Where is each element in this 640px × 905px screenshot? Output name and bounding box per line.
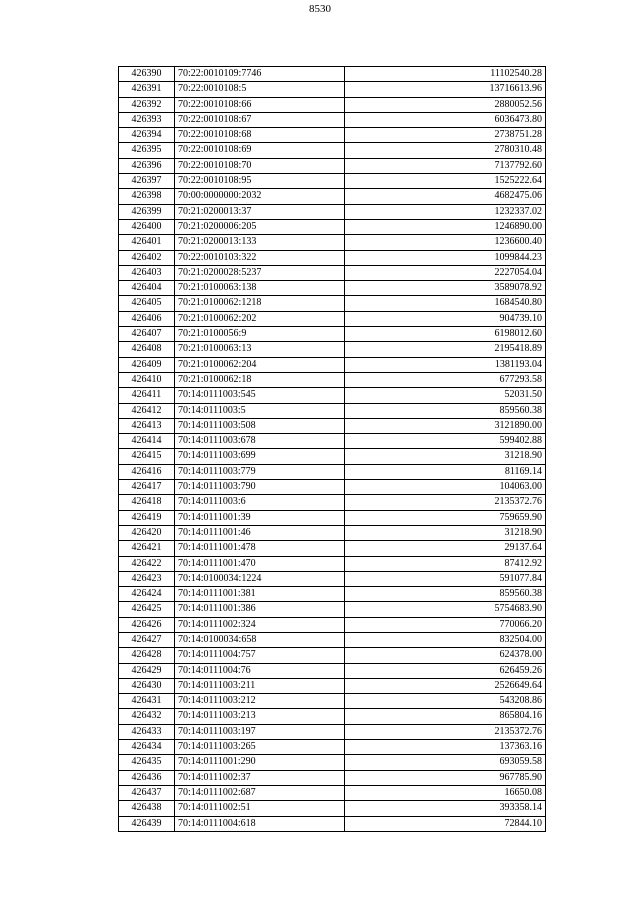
record-number-cell: 426431 <box>119 694 175 709</box>
cadastral-number-cell: 70:14:0111001:381 <box>175 587 345 602</box>
cadastral-number-cell: 70:14:0111002:51 <box>175 801 345 816</box>
cadastral-value-cell: 6198012.60 <box>345 327 546 342</box>
cadastral-number-cell: 70:22:0010108:5 <box>175 82 345 97</box>
record-number-cell: 426392 <box>119 97 175 112</box>
table-row <box>119 112 546 127</box>
cadastral-value-cell: 72844.10 <box>345 816 546 831</box>
cadastral-value-cell: 599402.88 <box>345 434 546 449</box>
cadastral-number-cell: 70:14:0111002:324 <box>175 617 345 632</box>
record-number-cell: 426406 <box>119 311 175 326</box>
cadastral-number-cell: 70:14:0111001:39 <box>175 510 345 525</box>
cadastral-number-cell: 70:14:0111003:213 <box>175 709 345 724</box>
cadastral-number-cell: 70:21:0100056:9 <box>175 327 345 342</box>
cadastral-value-cell: 6036473.80 <box>345 112 546 127</box>
table-row <box>119 648 546 663</box>
cadastral-value-cell: 2880052.56 <box>345 97 546 112</box>
table-row <box>119 678 546 693</box>
record-number-cell: 426429 <box>119 663 175 678</box>
cadastral-number-cell: 70:14:0111001:470 <box>175 556 345 571</box>
cadastral-number-cell: 70:21:0100063:13 <box>175 342 345 357</box>
record-number-cell: 426423 <box>119 571 175 586</box>
record-number-cell: 426414 <box>119 434 175 449</box>
cadastral-value-cell: 626459.26 <box>345 663 546 678</box>
cadastral-number-cell: 70:14:0100034:1224 <box>175 571 345 586</box>
cadastral-number-cell: 70:00:0000000:2032 <box>175 189 345 204</box>
cadastral-number-cell: 70:21:0100062:1218 <box>175 296 345 311</box>
cadastral-value-cell: 1099844.23 <box>345 250 546 265</box>
cadastral-value-cell: 770066.20 <box>345 617 546 632</box>
record-number-cell: 426416 <box>119 464 175 479</box>
record-number-cell: 426432 <box>119 709 175 724</box>
table-row <box>119 219 546 234</box>
record-number-cell: 426430 <box>119 678 175 693</box>
record-number-cell: 426405 <box>119 296 175 311</box>
cadastral-value-cell: 859560.38 <box>345 403 546 418</box>
page-number: 8530 <box>309 3 331 15</box>
table-row <box>119 464 546 479</box>
cadastral-value-cell: 137363.16 <box>345 740 546 755</box>
cadastral-value-cell: 2135372.76 <box>345 724 546 739</box>
table-row <box>119 434 546 449</box>
table-row <box>119 495 546 510</box>
record-number-cell: 426409 <box>119 357 175 372</box>
table-row <box>119 311 546 326</box>
cadastral-number-cell: 70:14:0111003:212 <box>175 694 345 709</box>
record-number-cell: 426395 <box>119 143 175 158</box>
table-row <box>119 281 546 296</box>
table-row <box>119 189 546 204</box>
cadastral-value-cell: 543208.86 <box>345 694 546 709</box>
record-number-cell: 426407 <box>119 327 175 342</box>
table-row <box>119 174 546 189</box>
record-number-cell: 426400 <box>119 219 175 234</box>
cadastral-value-cell: 677293.58 <box>345 372 546 387</box>
table-row <box>119 296 546 311</box>
cadastral-number-cell: 70:21:0200028:5237 <box>175 265 345 280</box>
table-row <box>119 541 546 556</box>
table-row <box>119 67 546 82</box>
registry-table <box>118 66 546 832</box>
cadastral-value-cell: 1381193.04 <box>345 357 546 372</box>
cadastral-number-cell: 70:21:0200013:37 <box>175 204 345 219</box>
cadastral-value-cell: 3121890.00 <box>345 418 546 433</box>
record-number-cell: 426420 <box>119 525 175 540</box>
cadastral-number-cell: 70:14:0111003:6 <box>175 495 345 510</box>
cadastral-number-cell: 70:14:0111003:211 <box>175 678 345 693</box>
record-number-cell: 426439 <box>119 816 175 831</box>
record-number-cell: 426434 <box>119 740 175 755</box>
cadastral-number-cell: 70:14:0111004:76 <box>175 663 345 678</box>
record-number-cell: 426413 <box>119 418 175 433</box>
cadastral-value-cell: 832504.00 <box>345 632 546 647</box>
cadastral-number-cell: 70:14:0111003:545 <box>175 388 345 403</box>
cadastral-value-cell: 1525222.64 <box>345 174 546 189</box>
table-row <box>119 770 546 785</box>
record-number-cell: 426403 <box>119 265 175 280</box>
table-row <box>119 816 546 831</box>
table-row <box>119 158 546 173</box>
cadastral-value-cell: 624378.00 <box>345 648 546 663</box>
record-number-cell: 426426 <box>119 617 175 632</box>
cadastral-value-cell: 859560.38 <box>345 587 546 602</box>
record-number-cell: 426412 <box>119 403 175 418</box>
record-number-cell: 426399 <box>119 204 175 219</box>
cadastral-number-cell: 70:14:0111002:687 <box>175 785 345 800</box>
cadastral-value-cell: 2780310.48 <box>345 143 546 158</box>
record-number-cell: 426435 <box>119 755 175 770</box>
record-number-cell: 426393 <box>119 112 175 127</box>
cadastral-value-cell: 2526649.64 <box>345 678 546 693</box>
cadastral-number-cell: 70:21:0100063:138 <box>175 281 345 296</box>
cadastral-value-cell: 31218.90 <box>345 449 546 464</box>
table-row <box>119 388 546 403</box>
cadastral-number-cell: 70:21:0100062:204 <box>175 357 345 372</box>
cadastral-value-cell: 3589078.92 <box>345 281 546 296</box>
record-number-cell: 426410 <box>119 372 175 387</box>
table-row <box>119 724 546 739</box>
record-number-cell: 426417 <box>119 480 175 495</box>
cadastral-value-cell: 29137.64 <box>345 541 546 556</box>
cadastral-number-cell: 70:21:0100062:202 <box>175 311 345 326</box>
record-number-cell: 426436 <box>119 770 175 785</box>
cadastral-value-cell: 2738751.28 <box>345 128 546 143</box>
record-number-cell: 426390 <box>119 67 175 82</box>
cadastral-number-cell: 70:22:0010108:68 <box>175 128 345 143</box>
cadastral-number-cell: 70:14:0111003:699 <box>175 449 345 464</box>
record-number-cell: 426418 <box>119 495 175 510</box>
cadastral-value-cell: 7137792.60 <box>345 158 546 173</box>
table-row <box>119 480 546 495</box>
record-number-cell: 426425 <box>119 602 175 617</box>
cadastral-number-cell: 70:14:0111001:386 <box>175 602 345 617</box>
cadastral-value-cell: 52031.50 <box>345 388 546 403</box>
cadastral-value-cell: 1684540.80 <box>345 296 546 311</box>
cadastral-number-cell: 70:14:0111003:790 <box>175 480 345 495</box>
cadastral-number-cell: 70:14:0111003:779 <box>175 464 345 479</box>
table-row <box>119 235 546 250</box>
table-row <box>119 556 546 571</box>
record-number-cell: 426408 <box>119 342 175 357</box>
cadastral-value-cell: 1236600.40 <box>345 235 546 250</box>
cadastral-number-cell: 70:22:0010108:70 <box>175 158 345 173</box>
cadastral-number-cell: 70:14:0111003:5 <box>175 403 345 418</box>
cadastral-value-cell: 16650.08 <box>345 785 546 800</box>
record-number-cell: 426428 <box>119 648 175 663</box>
table-row <box>119 403 546 418</box>
table-row <box>119 801 546 816</box>
cadastral-value-cell: 967785.90 <box>345 770 546 785</box>
cadastral-number-cell: 70:14:0100034:658 <box>175 632 345 647</box>
cadastral-value-cell: 865804.16 <box>345 709 546 724</box>
table-row <box>119 632 546 647</box>
cadastral-value-cell: 1246890.00 <box>345 219 546 234</box>
table-row <box>119 510 546 525</box>
cadastral-number-cell: 70:14:0111001:478 <box>175 541 345 556</box>
table-row <box>119 602 546 617</box>
table-row <box>119 587 546 602</box>
table-row <box>119 709 546 724</box>
record-number-cell: 426401 <box>119 235 175 250</box>
cadastral-number-cell: 70:14:0111003:265 <box>175 740 345 755</box>
table-row <box>119 418 546 433</box>
cadastral-number-cell: 70:14:0111004:618 <box>175 816 345 831</box>
table-row <box>119 265 546 280</box>
cadastral-number-cell: 70:14:0111003:678 <box>175 434 345 449</box>
table-row <box>119 342 546 357</box>
cadastral-value-cell: 4682475.06 <box>345 189 546 204</box>
table-row <box>119 357 546 372</box>
cadastral-number-cell: 70:14:0111004:757 <box>175 648 345 663</box>
cadastral-value-cell: 2195418.89 <box>345 342 546 357</box>
cadastral-value-cell: 2135372.76 <box>345 495 546 510</box>
table-row <box>119 250 546 265</box>
record-number-cell: 426411 <box>119 388 175 403</box>
cadastral-number-cell: 70:14:0111003:197 <box>175 724 345 739</box>
table-row <box>119 204 546 219</box>
record-number-cell: 426433 <box>119 724 175 739</box>
cadastral-number-cell: 70:21:0100062:18 <box>175 372 345 387</box>
record-number-cell: 426437 <box>119 785 175 800</box>
table-row <box>119 571 546 586</box>
table-row <box>119 449 546 464</box>
table-row <box>119 617 546 632</box>
cadastral-value-cell: 104063.00 <box>345 480 546 495</box>
table-row <box>119 694 546 709</box>
table-row <box>119 740 546 755</box>
cadastral-number-cell: 70:14:0111001:290 <box>175 755 345 770</box>
registry-table-body <box>119 67 546 832</box>
record-number-cell: 426398 <box>119 189 175 204</box>
table-row <box>119 663 546 678</box>
cadastral-value-cell: 31218.90 <box>345 525 546 540</box>
record-number-cell: 426421 <box>119 541 175 556</box>
cadastral-value-cell: 904739.10 <box>345 311 546 326</box>
cadastral-number-cell: 70:22:0010108:67 <box>175 112 345 127</box>
table-row <box>119 97 546 112</box>
cadastral-number-cell: 70:22:0010103:322 <box>175 250 345 265</box>
cadastral-number-cell: 70:22:0010108:95 <box>175 174 345 189</box>
record-number-cell: 426404 <box>119 281 175 296</box>
cadastral-value-cell: 591077.84 <box>345 571 546 586</box>
cadastral-number-cell: 70:22:0010108:69 <box>175 143 345 158</box>
record-number-cell: 426427 <box>119 632 175 647</box>
cadastral-number-cell: 70:14:0111001:46 <box>175 525 345 540</box>
cadastral-number-cell: 70:22:0010108:66 <box>175 97 345 112</box>
cadastral-value-cell: 1232337.02 <box>345 204 546 219</box>
cadastral-number-cell: 70:21:0200006:205 <box>175 219 345 234</box>
record-number-cell: 426394 <box>119 128 175 143</box>
record-number-cell: 426402 <box>119 250 175 265</box>
record-number-cell: 426391 <box>119 82 175 97</box>
record-number-cell: 426419 <box>119 510 175 525</box>
table-row <box>119 525 546 540</box>
record-number-cell: 426397 <box>119 174 175 189</box>
cadastral-value-cell: 5754683.90 <box>345 602 546 617</box>
cadastral-value-cell: 81169.14 <box>345 464 546 479</box>
cadastral-number-cell: 70:14:0111002:37 <box>175 770 345 785</box>
table-row <box>119 128 546 143</box>
table-row <box>119 785 546 800</box>
table-row <box>119 143 546 158</box>
cadastral-value-cell: 87412.92 <box>345 556 546 571</box>
table-row <box>119 755 546 770</box>
cadastral-value-cell: 393358.14 <box>345 801 546 816</box>
cadastral-number-cell: 70:14:0111003:508 <box>175 418 345 433</box>
cadastral-value-cell: 13716613.96 <box>345 82 546 97</box>
record-number-cell: 426415 <box>119 449 175 464</box>
table-row <box>119 82 546 97</box>
cadastral-value-cell: 693059.58 <box>345 755 546 770</box>
cadastral-value-cell: 759659.90 <box>345 510 546 525</box>
record-number-cell: 426396 <box>119 158 175 173</box>
record-number-cell: 426424 <box>119 587 175 602</box>
record-number-cell: 426438 <box>119 801 175 816</box>
table-row <box>119 372 546 387</box>
table-row <box>119 327 546 342</box>
cadastral-number-cell: 70:21:0200013:133 <box>175 235 345 250</box>
cadastral-value-cell: 11102540.28 <box>345 67 546 82</box>
cadastral-value-cell: 2227054.04 <box>345 265 546 280</box>
cadastral-number-cell: 70:22:0010109:7746 <box>175 67 345 82</box>
record-number-cell: 426422 <box>119 556 175 571</box>
